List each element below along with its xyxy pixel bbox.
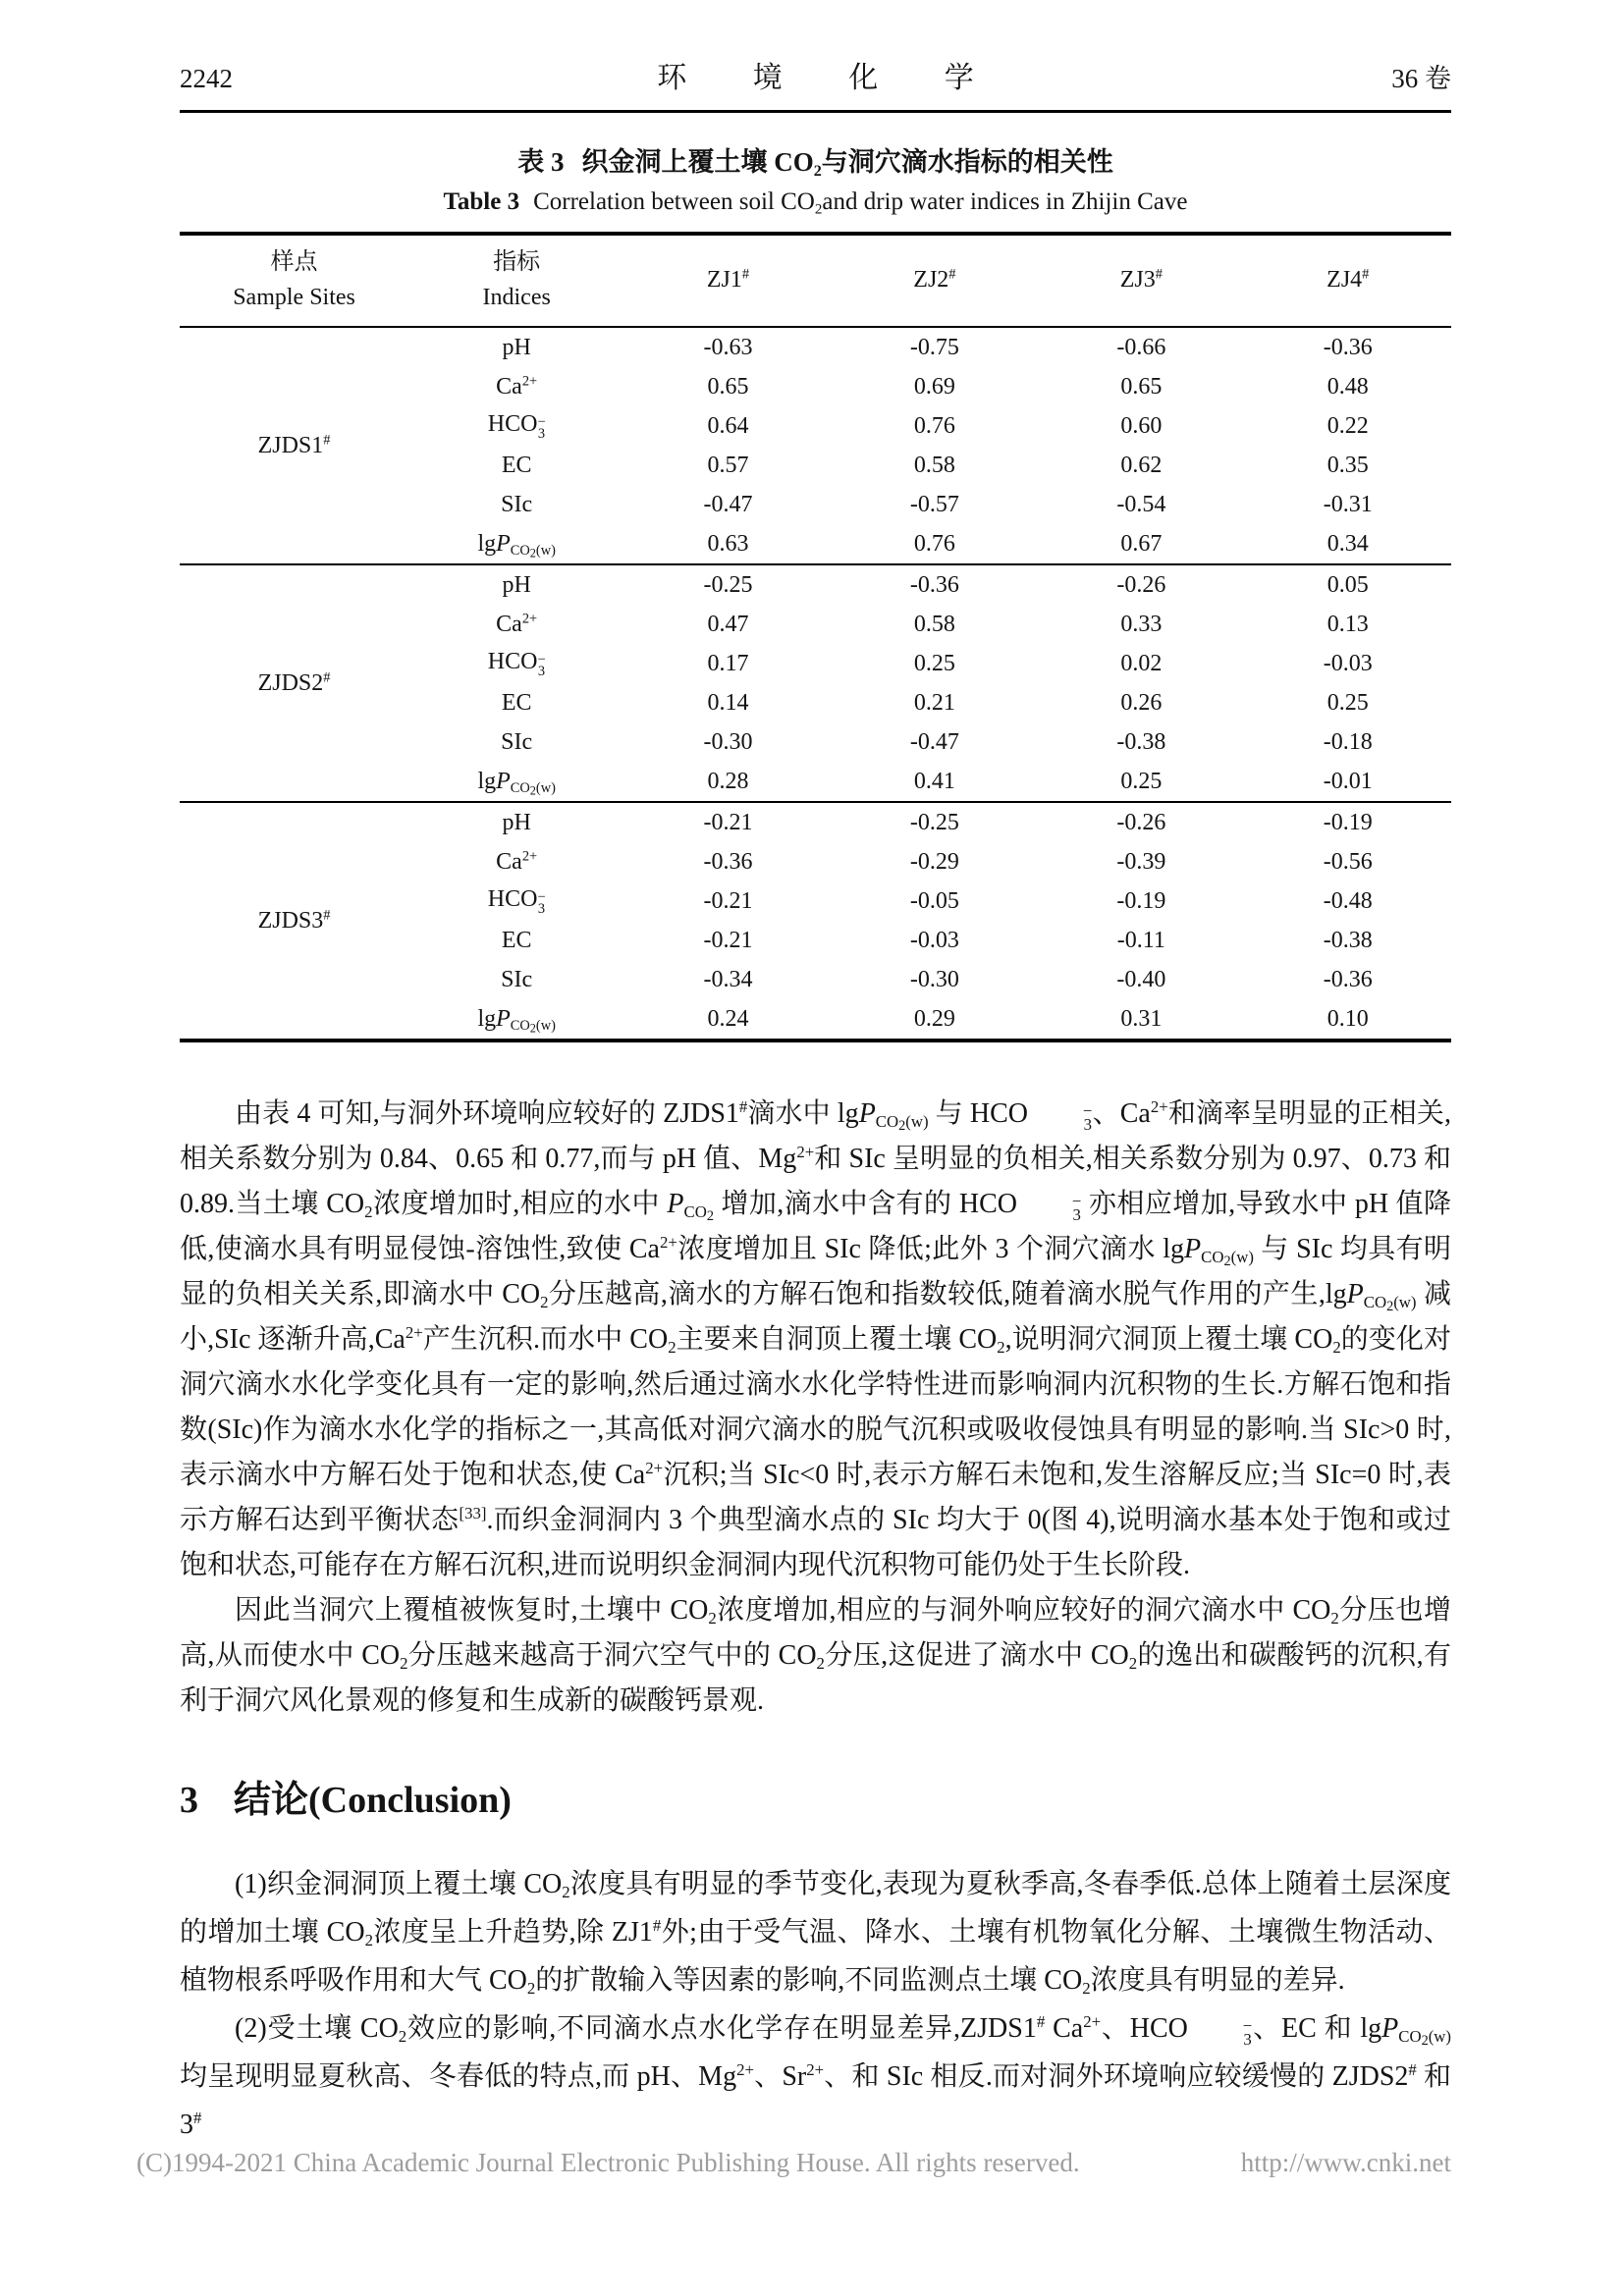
correlation-value: -0.47 — [703, 491, 753, 517]
correlation-value: 0.67 — [1120, 530, 1163, 557]
correlation-value: 0.28 — [707, 768, 749, 794]
correlation-value: -0.57 — [909, 491, 959, 517]
index-label: HCO − 3 — [487, 411, 546, 443]
correlation-value: 0.69 — [913, 373, 955, 400]
correlation-value: 0.76 — [913, 412, 955, 439]
header-rule — [180, 110, 1451, 113]
footer-url: http://www.cnki.net — [1240, 2148, 1451, 2177]
col-header-sample-sites — [180, 234, 408, 327]
index-label: $Ca^{2+}$ — [496, 610, 538, 637]
col-header-zj2: ZJ2# — [913, 266, 956, 293]
correlation-value: 0.25 — [913, 650, 955, 676]
paragraph: (1)织金洞洞顶上覆土壤 $CO_2$浓度具有明显的季节变化,表现为夏秋季高,冬春季低.总体上随着土层深度的增加土壤 $CO_2$浓度呈上升趋势,除 ZJ1#外;由于受气温、降水、土壤有机物氧化分解、土壤微生物活动、植物根系呼吸作用和大气 $CO_2$的扩散输入等因素的影响,不同监测点土壤 $CO_2$浓度具有明显的差异. — [180, 1869, 1451, 1999]
correlation-value: -0.03 — [909, 927, 959, 953]
index-label: pH — [502, 809, 531, 835]
page-number: 2242 — [180, 64, 233, 93]
table-caption-en — [180, 188, 1451, 216]
correlation-value: -0.29 — [909, 848, 959, 875]
correlation-value: -0.48 — [1323, 887, 1373, 914]
conclusion-paragraphs — [180, 1860, 1451, 2149]
index-label: EC — [501, 452, 532, 478]
index-label: lgP$_{CO_2(w)}$ — [477, 530, 556, 561]
correlation-value: -0.34 — [703, 966, 753, 992]
volume-label: 36 卷 — [1391, 64, 1451, 93]
index-label: EC — [501, 689, 532, 716]
index-label: lgP$_{CO_2(w)}$ — [477, 768, 556, 798]
col-header-zj1: ZJ1# — [706, 266, 750, 293]
correlation-value: -0.36 — [909, 571, 959, 598]
table-caption-en-label: Table 3 — [443, 188, 520, 215]
table-caption-zh — [180, 140, 1451, 179]
correlation-value: -0.11 — [1116, 927, 1165, 953]
col-header-en: Sample Sites — [233, 285, 355, 310]
correlation-value: -0.30 — [703, 728, 753, 755]
table-row — [180, 327, 1451, 367]
index-label: lgP$_{CO_2(w)}$ — [477, 1005, 556, 1036]
footer-copyright: (C)1994-2021 China Academic Journal Electronic Publishing House. All rights reserved. — [136, 2148, 1080, 2177]
correlation-value: -0.25 — [909, 809, 959, 835]
correlation-value: 0.05 — [1326, 571, 1369, 598]
correlation-value: 0.17 — [707, 650, 749, 676]
correlation-value: -0.05 — [909, 887, 959, 914]
correlation-value: -0.63 — [703, 334, 753, 360]
correlation-value: -0.21 — [703, 809, 753, 835]
section-heading — [180, 1769, 1451, 1823]
correlation-value: -0.25 — [703, 571, 753, 598]
correlation-value: 0.31 — [1120, 1005, 1163, 1032]
correlation-value: 0.58 — [913, 452, 955, 478]
index-label: pH — [502, 571, 531, 598]
index-label: HCO − 3 — [487, 649, 546, 680]
correlation-value: 0.24 — [707, 1005, 749, 1032]
correlation-value: 0.47 — [707, 611, 749, 637]
correlation-value: 0.41 — [913, 768, 955, 794]
sample-site-label: ZJDS2# — [257, 668, 331, 696]
correlation-value: 0.35 — [1326, 452, 1369, 478]
correlation-value: -0.38 — [1323, 927, 1373, 953]
paragraph: 因此当洞穴上覆植被恢复时,土壤中 $CO_2$浓度增加,相应的与洞外响应较好的洞穴滴水中 $CO_2$分压也增高,从而使水中 $CO_2$分压越来越高于洞穴空气中的 $CO_2$分压,这促进了滴水中 $CO_2$的逸出和碳酸钙的沉积,有利于洞穴风化景观的修复和生成新的碳酸钙景观. — [180, 1595, 1451, 1716]
correlation-value: 0.60 — [1120, 412, 1163, 439]
col-header-zj3: ZJ3# — [1119, 266, 1163, 293]
correlation-value: 0.48 — [1326, 373, 1369, 400]
col-header-zh: 指标 — [493, 249, 541, 275]
table-header-row — [180, 234, 1451, 327]
correlation-value: -0.40 — [1116, 966, 1166, 992]
correlation-value: -0.01 — [1323, 768, 1373, 794]
correlation-value: 0.64 — [707, 412, 749, 439]
col-header-zh: 样点 — [270, 249, 318, 275]
table-row — [180, 802, 1451, 842]
correlation-value: -0.18 — [1323, 728, 1373, 755]
sample-site-label: ZJDS3# — [257, 906, 331, 934]
correlation-table-body — [180, 327, 1451, 1041]
correlation-value: -0.47 — [909, 728, 959, 755]
table-caption-zh-label: 表 3 — [517, 147, 565, 177]
section-number: 3 — [180, 1780, 198, 1821]
col-header-indices — [408, 234, 624, 327]
table-caption-en-text: Correlation between soil $CO_2and$ drip water indices in Zhijin Cave — [533, 188, 1188, 218]
correlation-value: 0.65 — [707, 373, 749, 400]
index-label: EC — [501, 927, 532, 953]
correlation-value: -0.54 — [1116, 491, 1166, 517]
correlation-value: -0.21 — [703, 887, 753, 914]
correlation-value: 0.65 — [1120, 373, 1163, 400]
correlation-value: 0.58 — [913, 611, 955, 637]
table-row — [180, 564, 1451, 605]
index-label: SIc — [501, 728, 533, 755]
discussion-paragraphs — [180, 1092, 1451, 1724]
correlation-value: -0.30 — [909, 966, 959, 992]
correlation-value: -0.21 — [703, 927, 753, 953]
correlation-value: -0.36 — [1323, 966, 1373, 992]
index-label: HCO − 3 — [487, 886, 546, 918]
correlation-value: 0.25 — [1326, 689, 1369, 716]
correlation-value: -0.39 — [1116, 848, 1166, 875]
correlation-value: 0.34 — [1326, 530, 1369, 557]
correlation-value: 0.02 — [1120, 650, 1163, 676]
correlation-value: -0.66 — [1116, 334, 1166, 360]
col-header-zj4: ZJ4# — [1326, 266, 1370, 293]
correlation-value: -0.36 — [1323, 334, 1373, 360]
correlation-value: 0.21 — [913, 689, 955, 716]
correlation-value: -0.03 — [1323, 650, 1373, 676]
paragraph: 由表 4 可知,与洞外环境响应较好的 ZJDS1#滴水中 lgP$_{CO_2(w)}$ 与 HCO − 3 、$Ca^{2+}$和滴率呈明显的正相关,相关系数分别为 0.84、0.65 和 0.77,而与 pH 值、$Mg^{2+}$和 SIc 呈明显的负相关,相关系数分别为 0.97、0.73 和 0.89.当土壤 $CO_2$浓度增加时,相应的水中 $P_{CO_2}$ 增加,滴水中含有的 HCO − 3 亦相应增加,导致水中 pH 值降低,使滴水具有明显侵蚀-溶蚀性,致使 $Ca^{2+}$浓度增加且 SIc 降低;此外 3 个洞穴滴水 lgP$_{CO_2(w)}$ 与 SIc 均具有明显的负相关关系,即滴水中 $CO_2$分压越高,滴水的方解石饱和指数较低,随着滴水脱气作用的产生,lgP$_{CO_2(w)}$ 减小,SIc 逐渐升高$,Ca^{2+}$产生沉积.而水中 $CO_2$主要来自洞顶上覆土壤 $CO_2$,说明洞穴洞顶上覆土壤 $CO_2$的变化对洞穴滴水水化学变化具有一定的影响,然后通过滴水水化学特性进而影响洞内沉积物的生长.方解石饱和指数(SIc)作为滴水水化学的指标之一,其高低对洞穴滴水的脱气沉积或吸收侵蚀具有明显的影响.当 SIc>0 时,表示滴水中方解石处于饱和状态,使 $Ca^{2+}$沉积;当 SIc<0 时,表示方解石未饱和,发生溶解反应;当 SIc=0 时,表示方解石达到平衡状态[33].而织金洞洞内 3 个典型滴水点的 SIc 均大于 0(图 4),说明滴水基本处于饱和或过饱和状态,可能存在方解石沉积,进而说明织金洞洞内现代沉积物可能仍处于生长阶段. — [180, 1096, 1452, 1580]
correlation-value: -0.31 — [1323, 491, 1373, 517]
cnki-footer — [136, 2148, 1451, 2178]
sample-site-label: ZJDS1# — [257, 431, 331, 458]
correlation-value: -0.38 — [1116, 728, 1166, 755]
correlation-value: 0.29 — [913, 1005, 955, 1032]
running-head — [180, 0, 1451, 96]
correlation-value: -0.75 — [909, 334, 959, 360]
correlation-value: 0.26 — [1120, 689, 1163, 716]
correlation-value: -0.19 — [1323, 809, 1373, 835]
correlation-value: 0.25 — [1120, 768, 1163, 794]
index-label: $Ca^{2+}$ — [496, 847, 538, 875]
correlation-table — [180, 232, 1451, 1042]
journal-title: 环 境 化 学 — [657, 62, 1003, 94]
correlation-value: 0.22 — [1326, 412, 1369, 439]
correlation-value: -0.19 — [1116, 887, 1166, 914]
correlation-value: 0.76 — [913, 530, 955, 557]
correlation-value: -0.56 — [1323, 848, 1373, 875]
correlation-value: 0.57 — [707, 452, 749, 478]
correlation-value: 0.63 — [707, 530, 749, 557]
paragraph: (2)受土壤 $CO_2$效应的影响,不同滴水点水化学存在明显差异,ZJDS1# $Ca^{2+}$、HCO − 3 、EC 和 lgP$_{CO_2(w)}$ 均呈现明显夏秋高、冬春低的特点,而 pH、$Mg^{2+}$、$Sr^{2+}$、和 SIc 相反.而对洞外环境响应较缓慢的 ZJDS2# 和 3# — [180, 2011, 1452, 2140]
section-title: 结论(Conclusion) — [234, 1780, 512, 1821]
correlation-value: 0.10 — [1326, 1005, 1369, 1032]
index-label: SIc — [501, 491, 533, 517]
index-label: $Ca^{2+}$ — [496, 372, 538, 400]
correlation-value: 0.33 — [1120, 611, 1163, 637]
correlation-value: -0.26 — [1116, 809, 1166, 835]
index-label: pH — [502, 334, 531, 360]
table-caption-zh-text: 织金洞上覆土壤 $CO_2$与洞穴滴水指标的相关性 — [581, 147, 1113, 180]
correlation-value: 0.14 — [707, 689, 749, 716]
correlation-value: 0.13 — [1326, 611, 1369, 637]
correlation-value: -0.36 — [703, 848, 753, 875]
correlation-value: -0.26 — [1116, 571, 1166, 598]
col-header-en: Indices — [482, 285, 551, 310]
correlation-value: 0.62 — [1120, 452, 1163, 478]
index-label: SIc — [501, 966, 533, 992]
